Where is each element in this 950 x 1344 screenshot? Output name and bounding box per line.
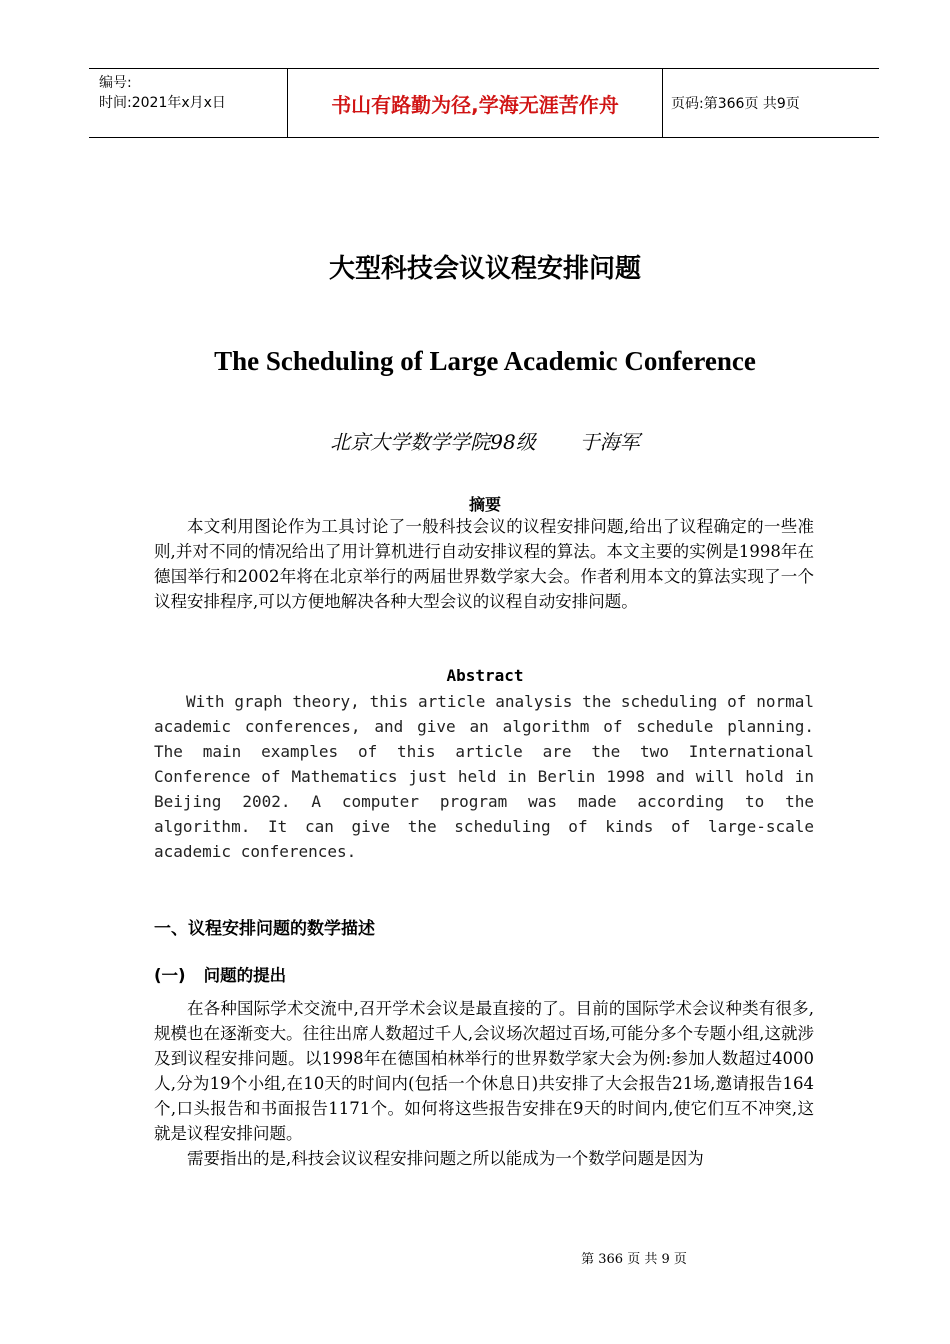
header-motto: 书山有路勤为径,学海无涯苦作舟 xyxy=(288,69,663,137)
abstract-en-body xyxy=(154,689,814,864)
paragraph-2: 需要指出的是,科技会议议程安排问题之所以能成为一个数学问题是因为 xyxy=(187,1149,704,1168)
section-1-heading: 一、议程安排问题的数学描述 xyxy=(154,919,375,939)
number-label: 编号: xyxy=(99,75,132,91)
abstract-en-heading: Abstract xyxy=(446,666,524,685)
abstract-cn-text: 本文利用图论作为工具讨论了一般科技会议的议程安排问题,给出了议程确定的一些准则,并对不同的情况给出了用计算机进行自动安排议程的算法。本文主要的实例是1998年在德国举行和2002年将在北京举行的两届世界数学家大会。作者利用本文的算法实现了一个议程安排程序,可以方便地解决各种大型会议的议程自动安排问题。 xyxy=(154,517,814,611)
abstract-en-text: With graph theory, this article analysis the scheduling of normal academic conferences, and give an algorithm of schedule planning. The main examples of this article are the two International Conference of Mathematics just held in Berlin 1998 and will hold in Beijing 2002. A computer program was made according to the algorithm. It can give the scheduling of kinds of large-scale academic conferences. xyxy=(154,692,814,861)
abstract-cn-body xyxy=(154,514,814,614)
header-info-cell xyxy=(89,69,288,137)
page-footer: 第 366 页 共 9 页 xyxy=(581,1252,687,1267)
title-english: The Scheduling of Large Academic Conference xyxy=(214,346,756,376)
subsection-number: (一) xyxy=(154,966,186,985)
subsection-1-heading xyxy=(154,962,286,986)
header-page-code: 页码:第366页 共9页 xyxy=(671,96,800,112)
author-line xyxy=(0,426,950,455)
paragraph-1: 在各种国际学术交流中,召开学术会议是最直接的了。目前的国际学术会议种类有很多,规模也在逐渐变大。往往出席人数超过千人,会议场次超过百场,可能分多个专题小组,这就涉及到议程安排问题。以1998年在德国柏林举行的世界数学家大会为例:参加人数超过4000人,分为19个小组,在10天的时间内(包括一个休息日)共安排了大会报告21场,邀请报告164个,口头报告和书面报告1171个。如何将这些报告安排在9天的时间内,使它们互不冲突,这就是议程安排问题。 xyxy=(154,999,814,1143)
section-1-body xyxy=(154,996,814,1171)
subsection-title: 问题的提出 xyxy=(203,966,287,985)
document-header xyxy=(89,68,879,138)
title-chinese: 大型科技会议议程安排问题 xyxy=(328,254,641,284)
author-affiliation: 北京大学数学学院98级 xyxy=(330,430,536,454)
abstract-cn-heading: 摘要 xyxy=(468,495,501,514)
time-label: 时间:2021年x月x日 xyxy=(99,95,226,111)
author-name: 于海军 xyxy=(579,430,640,454)
